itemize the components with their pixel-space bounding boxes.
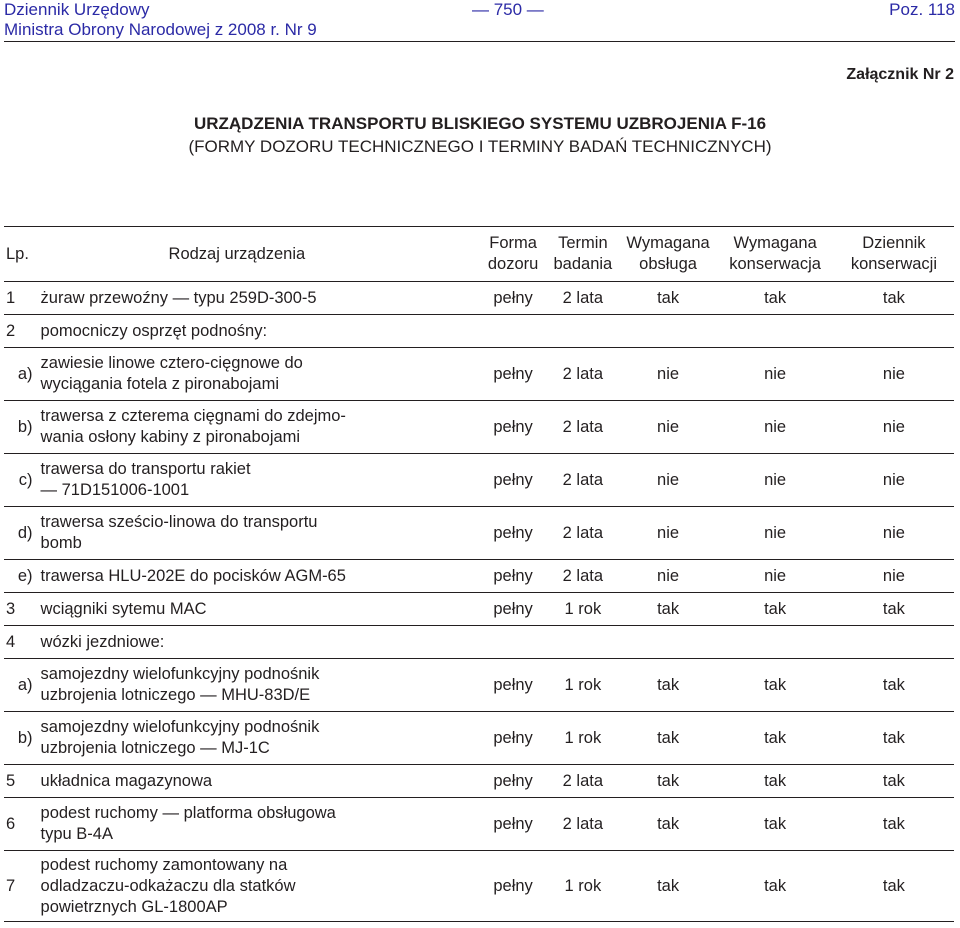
cell-obsluga: [620, 315, 717, 348]
table-row: [4, 626, 954, 659]
table-row: [4, 401, 954, 454]
cell-dziennik: nie: [882, 523, 905, 542]
col-obsluga: [620, 227, 717, 282]
cell-forma: pełny: [493, 814, 533, 833]
cell-forma: pełny: [493, 417, 533, 436]
table-row: [4, 765, 954, 798]
col-konserwacja-line2: konserwacja: [729, 255, 821, 273]
cell-name-line: — 71D151006-1001: [40, 481, 190, 499]
cell-name-line: samojezdny wielofunkcyjny podnośnik: [40, 718, 320, 736]
cell-termin: 2 lata: [562, 566, 604, 585]
cell-dziennik: nie: [882, 566, 905, 585]
cell-lp: a): [17, 675, 33, 694]
cell-name: [33, 765, 481, 798]
col-forma-line2: dozoru: [487, 255, 539, 273]
cell-name: [33, 560, 481, 593]
cell-termin: 2 lata: [562, 288, 604, 307]
cell-obsluga: tak: [657, 814, 680, 833]
cell-obsluga: tak: [657, 771, 680, 790]
cell-termin: 2 lata: [562, 771, 604, 790]
col-dziennik-line1: Dziennik: [862, 234, 926, 252]
cell-forma: pełny: [493, 566, 533, 585]
page-header: [4, 0, 955, 40]
document-subtitle: (FORMY DOZORU TECHNICZNEGO I TERMINY BADAŃ TECHNICZNYCH): [188, 137, 772, 156]
cell-name: [33, 348, 481, 401]
cell-konserwacja: tak: [764, 814, 787, 833]
cell-name: [33, 659, 481, 712]
table-row: [4, 712, 954, 765]
cell-name-line: odladzaczu-odkażaczu dla statków: [40, 876, 296, 895]
cell-forma: pełny: [493, 771, 533, 790]
cell-konserwacja: tak: [764, 728, 787, 747]
cell-name-line: uzbrojenia lotniczego — MJ-1C: [40, 739, 270, 757]
cell-forma: pełny: [493, 470, 533, 489]
cell-forma: pełny: [493, 876, 533, 895]
col-termin-line1: Termin: [558, 234, 608, 252]
cell-konserwacja: tak: [764, 771, 787, 790]
col-termin: [546, 227, 620, 282]
cell-forma: pełny: [493, 728, 533, 747]
cell-name: [33, 315, 481, 348]
col-konserwacja: [716, 227, 833, 282]
cell-lp: 1: [6, 288, 16, 307]
cell-dziennik: tak: [882, 814, 905, 833]
col-termin-line2: badania: [553, 255, 613, 273]
cell-lp: a): [17, 364, 33, 383]
equipment-table: [4, 226, 954, 922]
table-header: [4, 227, 954, 282]
cell-termin: 1 rok: [564, 876, 602, 895]
header-row: [4, 227, 954, 282]
col-dziennik: [834, 227, 954, 282]
cell-name-line: trawersa do transportu rakiet: [40, 460, 251, 478]
cell-forma: pełny: [493, 523, 533, 542]
cell-dziennik: tak: [882, 288, 905, 307]
cell-konserwacja: nie: [764, 364, 787, 383]
cell-lp: 6: [6, 814, 16, 833]
cell-konserwacja: [716, 315, 833, 348]
journal-info: [4, 0, 317, 40]
cell-konserwacja: nie: [764, 417, 787, 436]
cell-forma: pełny: [493, 599, 533, 618]
cell-name: [33, 851, 481, 922]
cell-name-line: układnica magazynowa: [40, 771, 213, 790]
cell-name: [33, 593, 481, 626]
cell-lp: 5: [6, 771, 16, 790]
col-konserwacja-line1: Wymagana: [733, 234, 817, 252]
cell-konserwacja: tak: [764, 288, 787, 307]
col-obsluga-line1: Wymagana: [626, 234, 710, 252]
cell-forma: [480, 626, 546, 659]
cell-konserwacja: nie: [764, 566, 787, 585]
col-forma-line1: Forma: [489, 234, 537, 252]
cell-dziennik: [834, 315, 954, 348]
cell-name-line: wciągniki sytemu MAC: [40, 599, 207, 618]
table-body: [4, 282, 954, 922]
cell-obsluga: nie: [657, 470, 680, 489]
cell-name-line: wyciągania fotela z pironabojami: [40, 375, 279, 393]
cell-konserwacja: nie: [764, 470, 787, 489]
cell-lp: b): [17, 728, 33, 747]
cell-lp: 7: [6, 876, 16, 895]
cell-konserwacja: [716, 626, 833, 659]
cell-termin: 1 rok: [564, 675, 602, 694]
cell-name-line: podest ruchomy — platforma obsługowa: [40, 804, 336, 822]
cell-konserwacja: nie: [764, 523, 787, 542]
cell-obsluga: tak: [657, 728, 680, 747]
table-row: [4, 348, 954, 401]
cell-name-line: typu B-4A: [40, 825, 113, 843]
cell-forma: pełny: [493, 364, 533, 383]
cell-forma: pełny: [493, 675, 533, 694]
cell-lp: e): [17, 566, 33, 585]
cell-name-line: zawiesie linowe cztero-cięgnowe do: [40, 354, 303, 372]
annex-label: Załącznik Nr 2: [846, 66, 954, 83]
cell-konserwacja: tak: [764, 675, 787, 694]
cell-dziennik: nie: [882, 364, 905, 383]
col-lp: Lp.: [6, 244, 29, 263]
cell-name: [33, 507, 481, 560]
journal-title: Dziennik Urzędowy: [4, 0, 150, 19]
cell-name-line: bomb: [40, 534, 82, 552]
header-divider: [4, 41, 955, 42]
cell-name: [33, 401, 481, 454]
ministry-line: Ministra Obrony Narodowej z 2008 r. Nr 9: [4, 20, 317, 39]
cell-dziennik: tak: [882, 728, 905, 747]
cell-termin: 2 lata: [562, 364, 604, 383]
cell-name: [33, 626, 481, 659]
cell-name-line: samojezdny wielofunkcyjny podnośnik: [40, 665, 320, 683]
cell-dziennik: nie: [882, 417, 905, 436]
cell-name-line: trawersa HLU-202E do pocisków AGM-65: [40, 566, 346, 585]
cell-termin: 1 rok: [564, 599, 602, 618]
table-row: [4, 593, 954, 626]
cell-lp: 3: [6, 599, 16, 618]
cell-obsluga: tak: [657, 288, 680, 307]
cell-termin: [546, 315, 620, 348]
col-forma: [480, 227, 546, 282]
cell-obsluga: nie: [657, 566, 680, 585]
cell-lp: d): [17, 523, 33, 542]
cell-name-line: żuraw przewoźny — typu 259D-300-5: [40, 288, 317, 307]
cell-termin: 1 rok: [564, 728, 602, 747]
cell-obsluga: nie: [657, 523, 680, 542]
document-title: URZĄDZENIA TRANSPORTU BLISKIEGO SYSTEMU UZBROJENIA F-16: [193, 114, 767, 133]
position-number: Poz. 118: [889, 0, 955, 19]
cell-konserwacja: tak: [764, 876, 787, 895]
cell-name: [33, 712, 481, 765]
cell-dziennik: tak: [882, 771, 905, 790]
cell-obsluga: tak: [657, 876, 680, 895]
cell-name: [33, 798, 481, 851]
cell-name-line: pomocniczy osprzęt podnośny:: [40, 321, 268, 340]
col-obsluga-line2: obsługa: [639, 255, 697, 273]
cell-forma: pełny: [493, 288, 533, 307]
cell-lp: 4: [6, 632, 16, 651]
cell-obsluga: [620, 626, 717, 659]
cell-dziennik: tak: [882, 876, 905, 895]
cell-name-line: trawersa sześcio-linowa do transportu: [40, 513, 318, 531]
cell-name-line: wania osłony kabiny z pironabojami: [40, 428, 301, 446]
col-name: Rodzaj urządzenia: [168, 244, 306, 263]
table-row: [4, 507, 954, 560]
cell-lp: b): [17, 417, 33, 436]
cell-obsluga: nie: [657, 364, 680, 383]
cell-termin: [546, 626, 620, 659]
cell-obsluga: nie: [657, 417, 680, 436]
cell-termin: 2 lata: [562, 417, 604, 436]
cell-name-line: podest ruchomy zamontowany na: [40, 855, 288, 874]
cell-dziennik: tak: [882, 675, 905, 694]
cell-name-line: powietrznych GL-1800AP: [40, 897, 228, 916]
cell-name-line: trawersa z czterema cięgnami do zdejmo-: [40, 407, 346, 425]
cell-forma: [480, 315, 546, 348]
cell-dziennik: tak: [882, 599, 905, 618]
cell-name: [33, 454, 481, 507]
cell-lp: 2: [6, 321, 16, 340]
cell-name: [33, 282, 481, 315]
cell-obsluga: tak: [657, 599, 680, 618]
cell-termin: 2 lata: [562, 523, 604, 542]
table-row: [4, 454, 954, 507]
table-row: [4, 851, 954, 922]
table-row: [4, 315, 954, 348]
cell-obsluga: tak: [657, 675, 680, 694]
cell-name-line: wózki jezdniowe:: [40, 632, 165, 651]
cell-termin: 2 lata: [562, 814, 604, 833]
cell-konserwacja: tak: [764, 599, 787, 618]
cell-dziennik: nie: [882, 470, 905, 489]
cell-name-line: uzbrojenia lotniczego — MHU-83D/E: [40, 686, 311, 704]
page-number: — 750 —: [472, 0, 544, 19]
cell-termin: 2 lata: [562, 470, 604, 489]
table-row: [4, 282, 954, 315]
cell-lp: c): [18, 470, 33, 489]
cell-dziennik: [834, 626, 954, 659]
table-row: [4, 560, 954, 593]
table-row: [4, 659, 954, 712]
col-dziennik-line2: konserwacji: [850, 255, 938, 273]
table-row: [4, 798, 954, 851]
